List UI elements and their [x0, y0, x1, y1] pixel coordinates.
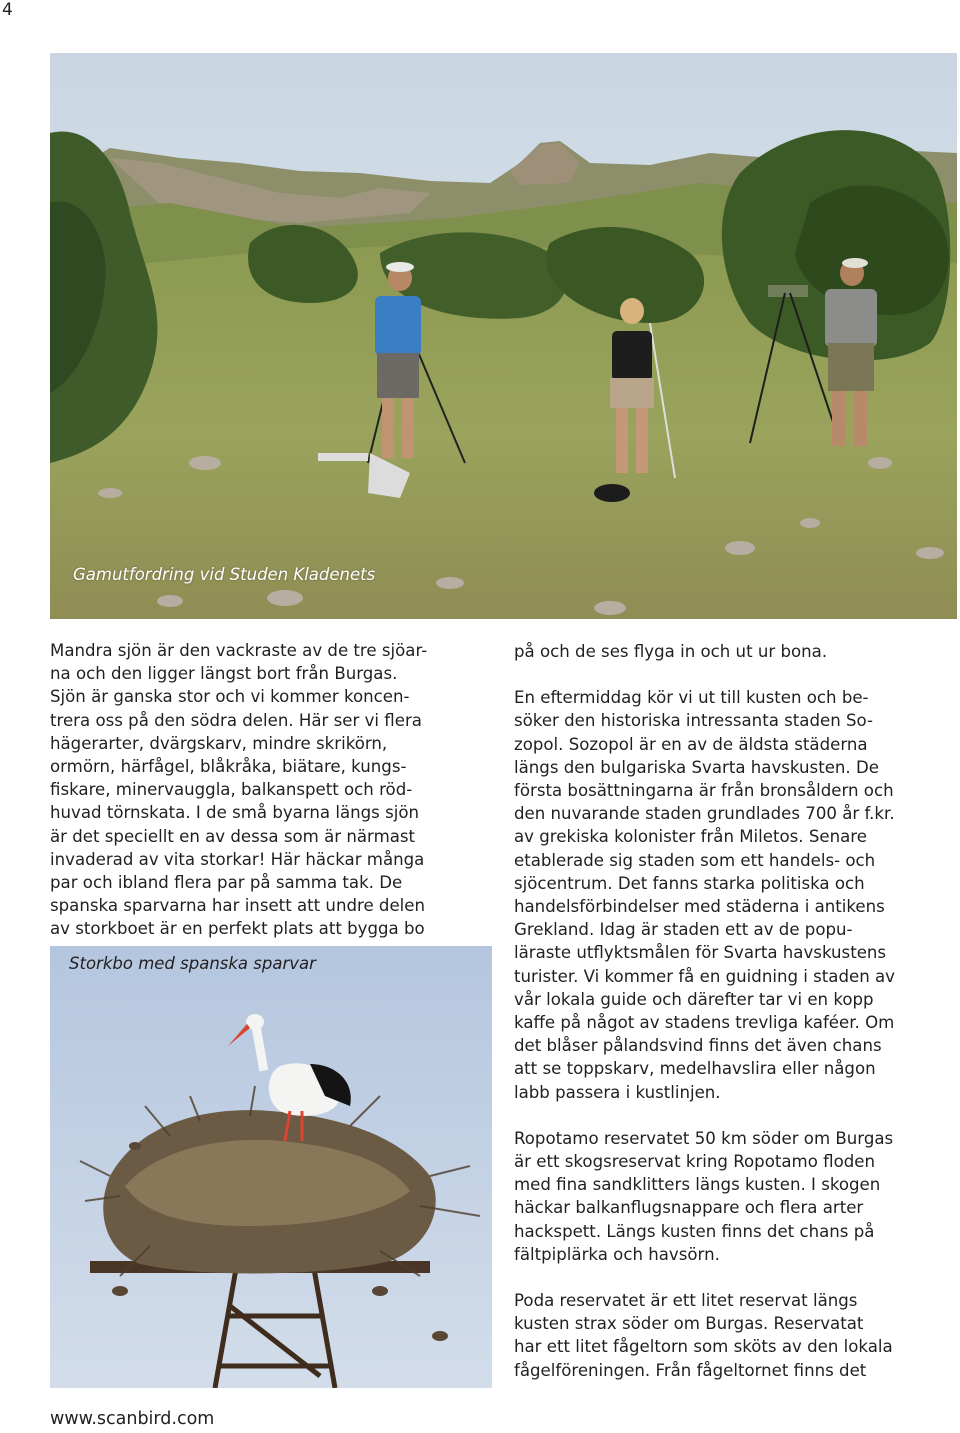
text-line: med fina sandklitters längs kusten. I skogen [514, 1175, 881, 1195]
right-text-column [514, 640, 959, 1382]
text-line: på och de ses flyga in och ut ur bona. [514, 642, 828, 661]
text-line: invaderad av vita storkar! Här häckar många [50, 849, 425, 869]
paragraph-mandra [50, 639, 495, 941]
text-line: Mandra sjön är den vackraste av de tre sjöar- [50, 641, 428, 660]
text-line: Grekland. Idag är staden ett av de popu- [514, 920, 853, 940]
text-line: na och den ligger längst bort från Burgas. [50, 664, 398, 684]
text-line: Poda reservatet är ett litet reservat längs [514, 1291, 858, 1311]
page-number: 4 [2, 0, 13, 20]
text-line: av grekiska kolonister från Miletos. Senare [514, 827, 867, 847]
text-line: har ett litet fågeltorn som sköts av den lokala [514, 1337, 893, 1357]
stork-nest-photo [50, 946, 492, 1388]
paragraph-continuation [514, 640, 959, 663]
text-line: En eftermiddag kör vi ut till kusten och be- [514, 688, 869, 708]
text-line: fågelföreningen. Från fågeltornet finns det [514, 1360, 867, 1380]
text-line: är det speciellt en av dessa som är närmast [50, 826, 416, 846]
paragraph-ropotamo [514, 1127, 959, 1266]
text-line: par och ibland flera par på samma tak. De [50, 873, 403, 893]
text-line: sjöcentrum. Det fanns starka politiska och [514, 873, 865, 893]
text-line: handelsförbindelser med städerna i antikens [514, 897, 885, 917]
text-line: etablerade sig staden som ett handels- och [514, 850, 876, 870]
text-line: det blåser pålandsvind finns det även chans [514, 1036, 882, 1056]
text-line: turister. Vi kommer få en guidning i staden av [514, 966, 895, 986]
text-line: fältpiplärka och havsörn. [514, 1244, 720, 1264]
landscape-photo-caption: Gamutfordring vid Studen Kladenets [73, 565, 376, 584]
site-url: www.scanbird.com [50, 1409, 215, 1429]
paragraph-sozopol [514, 686, 959, 1104]
text-line: Ropotamo reservatet 50 km söder om Burgas [514, 1128, 894, 1148]
text-line: läraste utflyktsmålen för Svarta havskustens [514, 943, 887, 963]
text-line: fiskare, minervauggla, balkanspett och röd- [50, 780, 413, 800]
text-line: häckar balkanflugsnappare och flera arter [514, 1198, 864, 1218]
text-line: av storkboet är en perfekt plats att bygga bo [50, 919, 425, 939]
text-line: hägerarter, dvärgskarv, mindre skrikörn, [50, 733, 388, 753]
left-text-column [50, 639, 495, 941]
text-line: kaffe på något av stadens trevliga kaféer. Om [514, 1013, 895, 1033]
text-line: är ett skogsreservat kring Ropotamo floden [514, 1152, 875, 1172]
text-line: första bosättningarna är från bronsåldern och [514, 781, 894, 801]
text-line: ormörn, härfågel, blåkråka, biätare, kungs- [50, 757, 407, 777]
text-line: Sjön är ganska stor och vi kommer koncen- [50, 687, 410, 707]
text-line: längs den bulgariska Svarta havskusten. De [514, 757, 879, 777]
paragraph-poda [514, 1289, 959, 1382]
text-line: trera oss på den södra delen. Här ser vi flera [50, 710, 422, 730]
text-line: spanska sparvarna har insett att undre delen [50, 896, 426, 916]
text-line: att se toppskarv, medelhavslira eller någon [514, 1059, 876, 1079]
landscape-photo [50, 53, 957, 619]
text-line: hackspett. Längs kusten finns det chans på [514, 1221, 875, 1241]
text-line: labb passera i kustlinjen. [514, 1082, 721, 1102]
text-line: huvad törnskata. I de små byarna längs sjön [50, 803, 420, 823]
stork-photo-caption: Storkbo med spanska sparvar [69, 954, 316, 973]
text-line: vår lokala guide och därefter tar vi en kopp [514, 989, 874, 1009]
text-line: zopol. Sozopol är en av de äldsta städerna [514, 734, 868, 754]
text-line: kusten strax söder om Burgas. Reservatat [514, 1314, 864, 1334]
text-line: söker den historiska intressanta staden So- [514, 711, 873, 731]
text-line: den nuvarande staden grundlades 700 år f.kr. [514, 804, 895, 824]
